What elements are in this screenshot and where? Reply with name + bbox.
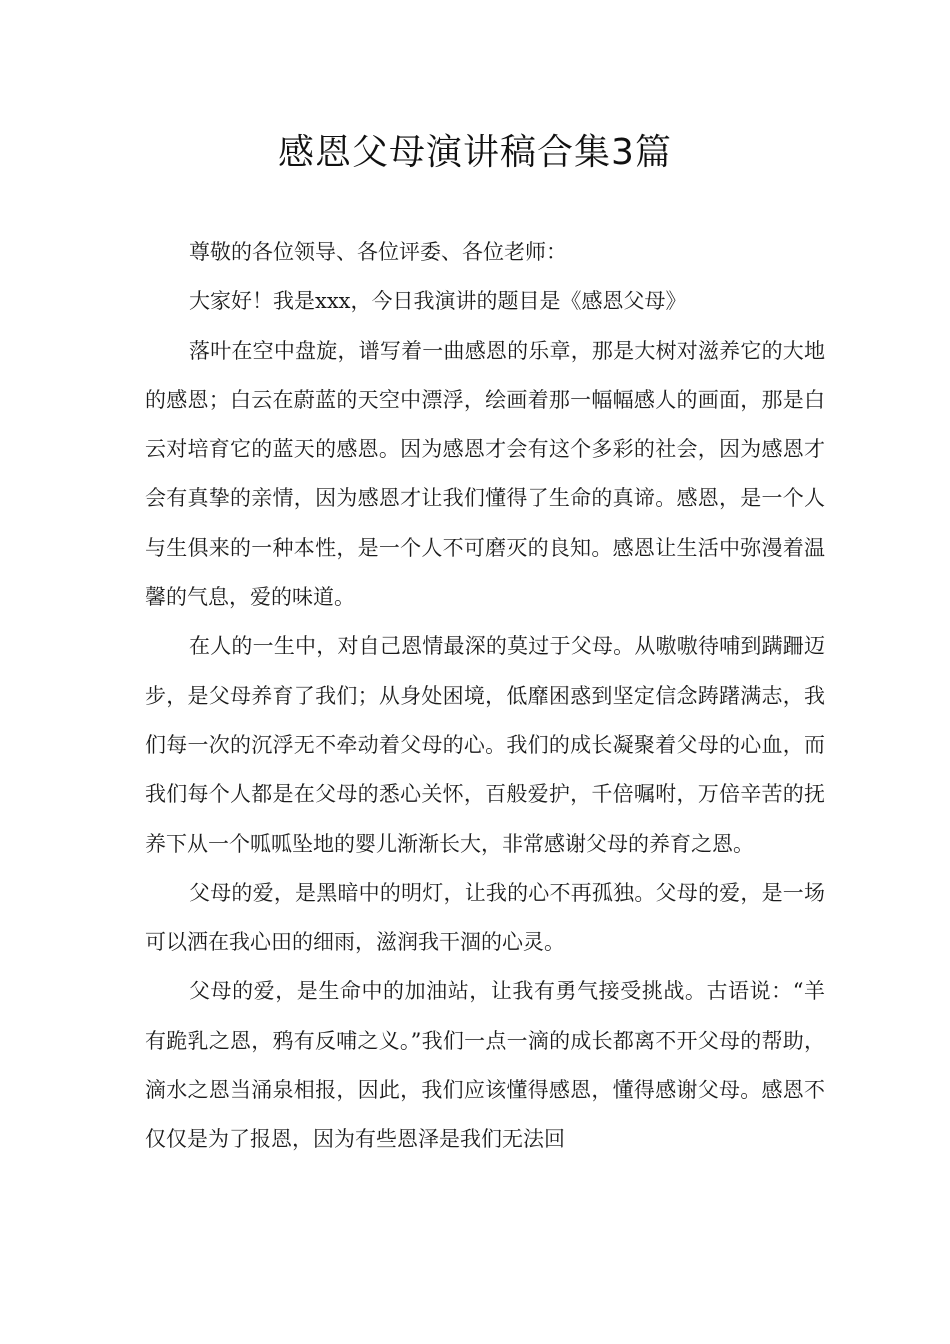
document-title: 感恩父母演讲稿合集3篇: [278, 132, 672, 173]
salutation-paragraph: 尊敬的各位领导、各位评委、各位老师：: [189, 240, 567, 264]
body-paragraph: 父母的爱，是生命中的加油站，让我有勇气接受挑战。古语说：“羊有跪乳之恩，鸦有反哺之义。”我们一点一滴的成长都离不开父母的帮助，滴水之恩当涌泉相报，因此，我们应该懂得感恩，懂得感谢父母。感恩不仅仅是为了报恩，因为有些恩泽是我们无法回: [145, 979, 825, 1152]
greeting-paragraph: 大家好！我是xxx，今日我演讲的题目是《感恩父母》: [189, 289, 687, 314]
body-paragraph: 父母的爱，是黑暗中的明灯，让我的心不再孤独。父母的爱，是一场可以洒在我心田的细雨，滋润我干涸的心灵。: [145, 880, 825, 955]
body-paragraph: 在人的一生中，对自己恩情最深的莫过于父母。从嗷嗷待哺到蹒跚迈步，是父母养育了我们；从身处困境，低靡困惑到坚定信念踌躇满志，我们每一次的沉浮无不牵动着父母的心。我们的成长凝聚着父母的心血，而我们每个人都是在父母的悉心关怀，百般爱护，千倍嘱咐，万倍辛苦的抚养下从一个呱呱坠地的婴儿渐渐长大，非常感谢父母的养育之恩。: [145, 634, 825, 856]
document-body: [145, 228, 825, 1165]
body-paragraph: 落叶在空中盘旋，谱写着一曲感恩的乐章，那是大树对滋养它的大地的感恩；白云在蔚蓝的天空中漂浮，绘画着那一幅幅感人的画面，那是白云对培育它的蓝天的感恩。因为感恩才会有这个多彩的社会，因为感恩才会有真挚的亲情，因为感恩才让我们懂得了生命的真谛。感恩，是一个人与生俱来的一种本性，是一个人不可磨灭的良知。感恩让生活中弥漫着温馨的气息，爱的味道。: [145, 338, 825, 610]
